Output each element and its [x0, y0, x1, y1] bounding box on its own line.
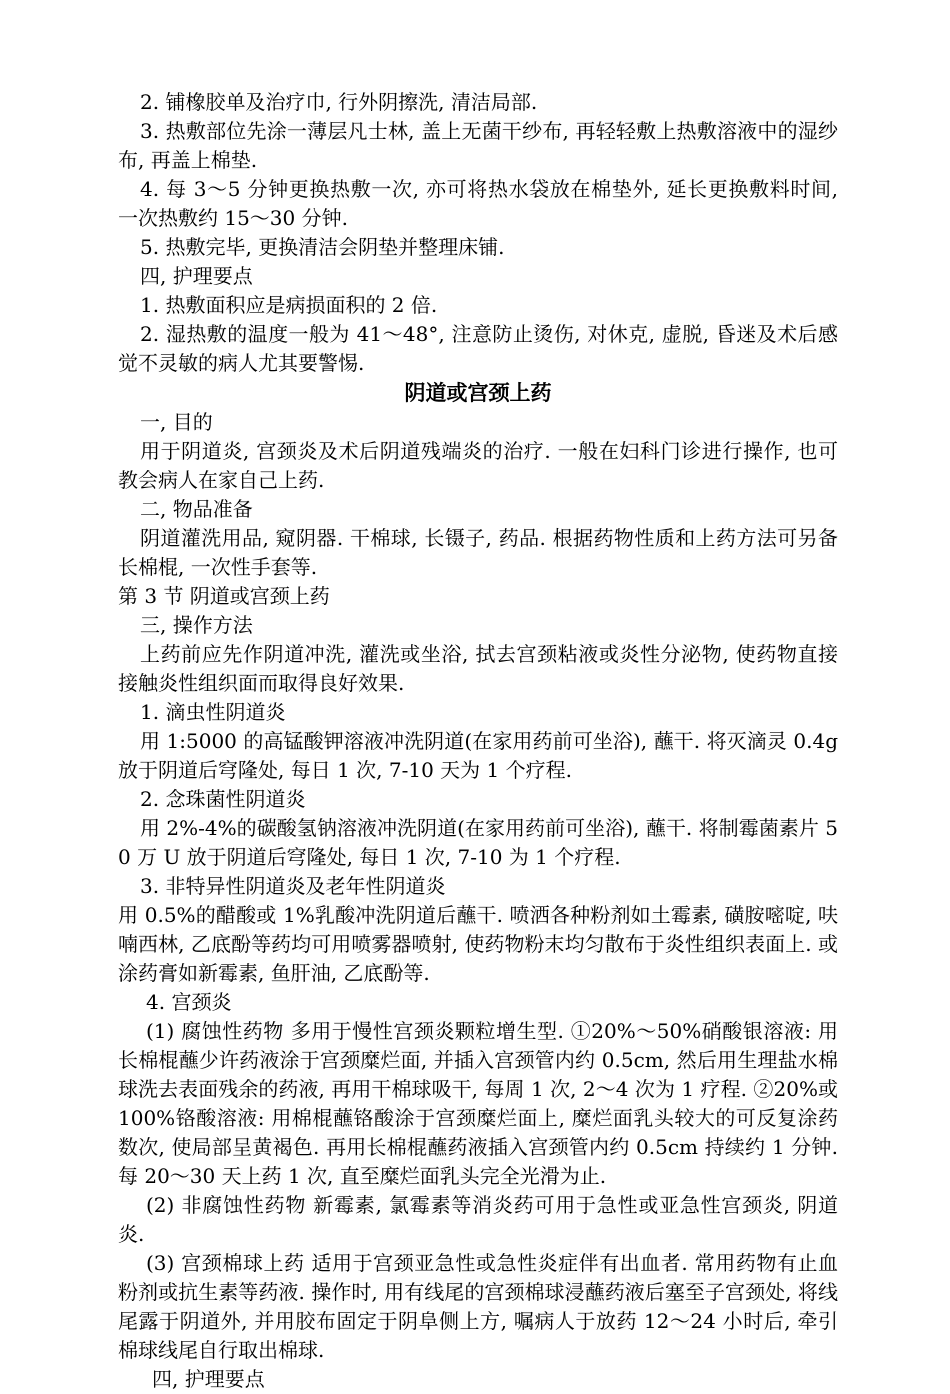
paragraph-supplies: 阴道灌洗用品, 窥阴器. 干棉球, 长镊子, 药品. 根据药物性质和上药方法可另备长棉棍, 一次性手套等. — [118, 526, 838, 579]
paragraph-candida: 用 2%-4%的碳酸氢钠溶液冲洗阴道(在家用药前可坐浴), 蘸干. 将制霉菌素片 50 万 U 放于阴道后穹隆处, 每日 1 次, 7-10 为 1 个疗程. — [118, 816, 838, 869]
section-heading-supplies: 二, 物品准备 — [140, 497, 253, 521]
paragraph-step-3: 3. 热敷部位先涂一薄层凡士林, 盖上无菌干纱布, 再轻轻敷上热敷溶液中的湿纱布, 再盖上棉垫. — [118, 119, 838, 172]
subheading-candida: 2. 念珠菌性阴道炎 — [140, 787, 306, 811]
subheading-nonspecific: 3. 非特异性阴道炎及老年性阴道炎 — [140, 874, 446, 898]
paragraph-step-2: 2. 铺橡胶单及治疗巾, 行外阴擦洗, 清洁局部. — [140, 90, 538, 114]
paragraph-point-1: 1. 热敷面积应是病损面积的 2 倍. — [140, 293, 438, 317]
paragraph-point-2: 2. 湿热敷的温度一般为 41～48°, 注意防止烫伤, 对休克, 虚脱, 昏迷及术后感觉不灵敏的病人尤其要警惕. — [118, 322, 838, 375]
paragraph-step-4: 4. 每 3～5 分钟更换热敷一次, 亦可将热水袋放在棉垫外, 延长更换敷料时间, 一次热敷约 15～30 分钟. — [118, 177, 838, 230]
section-heading-nursing-points-2: 四, 护理要点 — [152, 1367, 265, 1391]
paragraph-corrosive-drugs: (1) 腐蚀性药物 多用于慢性宫颈炎颗粒增生型. ①20%～50%硝酸银溶液: 用长棉棍蘸少许药液涂于宫颈糜烂面, 并插入宫颈管内约 0.5cm, 然后用生理盐水棉球洗去表面残余的药液, 再用干棉球吸干, 每周 1 次, 2～4 次为 1 疗程. ②20%或 100%铬酸溶液: 用棉棍蘸铬酸涂于宫颈糜烂面上, 糜烂面乳头较大的可反复涂药数次, 使局部呈黄褐色. 再用长棉棍蘸药液插入宫颈管内约 0.5cm 持续约 1 分钟. 每 20～30 天上药 1 次, 直至糜烂面乳头完全光滑为止. — [118, 1019, 838, 1188]
section-heading-purpose: 一, 目的 — [140, 410, 213, 434]
paragraph-trichomonas: 用 1:5000 的高锰酸钾溶液冲洗阴道(在家用药前可坐浴), 蘸干. 将灭滴灵 0.4g 放于阴道后穹隆处, 每日 1 次, 7-10 天为 1 个疗程. — [118, 729, 838, 782]
section-heading-nursing-points: 四, 护理要点 — [140, 264, 253, 288]
subheading-cervicitis: 4. 宫颈炎 — [146, 990, 232, 1014]
paragraph-step-5: 5. 热敷完毕, 更换清洁会阴垫并整理床铺. — [140, 235, 505, 259]
section-heading-method: 三, 操作方法 — [140, 613, 253, 637]
document-title: 阴道或宫颈上药 — [404, 381, 552, 405]
paragraph-purpose: 用于阴道炎, 宫颈炎及术后阴道残端炎的治疗. 一般在妇科门诊进行操作, 也可教会病人在家自己上药. — [118, 439, 838, 492]
section-label: 第 3 节 阴道或宫颈上药 — [118, 584, 330, 608]
paragraph-method-intro: 上药前应先作阴道冲洗, 灌洗或坐浴, 拭去宫颈粘液或炎性分泌物, 使药物直接接触炎性组织面而取得良好效果. — [118, 642, 838, 695]
subheading-trichomonas: 1. 滴虫性阴道炎 — [140, 700, 286, 724]
paragraph-nonspecific: 用 0.5%的醋酸或 1%乳酸冲洗阴道后蘸干. 喷洒各种粉剂如土霉素, 磺胺嘧啶, 呋喃西林, 乙底酚等药均可用喷雾器喷射, 使药物粉末均匀散布于炎性组织表面上. 或涂药膏如新霉素, 鱼肝油, 乙底酚等. — [118, 903, 838, 985]
paragraph-noncorrosive-drugs: (2) 非腐蚀性药物 新霉素, 氯霉素等消炎药可用于急性或亚急性宫颈炎, 阴道炎. — [118, 1193, 838, 1246]
paragraph-cotton-ball: (3) 宫颈棉球上药 适用于宫颈亚急性或急性炎症伴有出血者. 常用药物有止血粉剂或抗生素等药液. 操作时, 用有线尾的宫颈棉球浸蘸药液后塞至子宫颈处, 将线尾露于阴道外, 并用胶布固定于阴阜侧上方, 嘱病人于放药 12～24 小时后, 牵引棉球线尾自行取出棉球. — [118, 1251, 838, 1362]
